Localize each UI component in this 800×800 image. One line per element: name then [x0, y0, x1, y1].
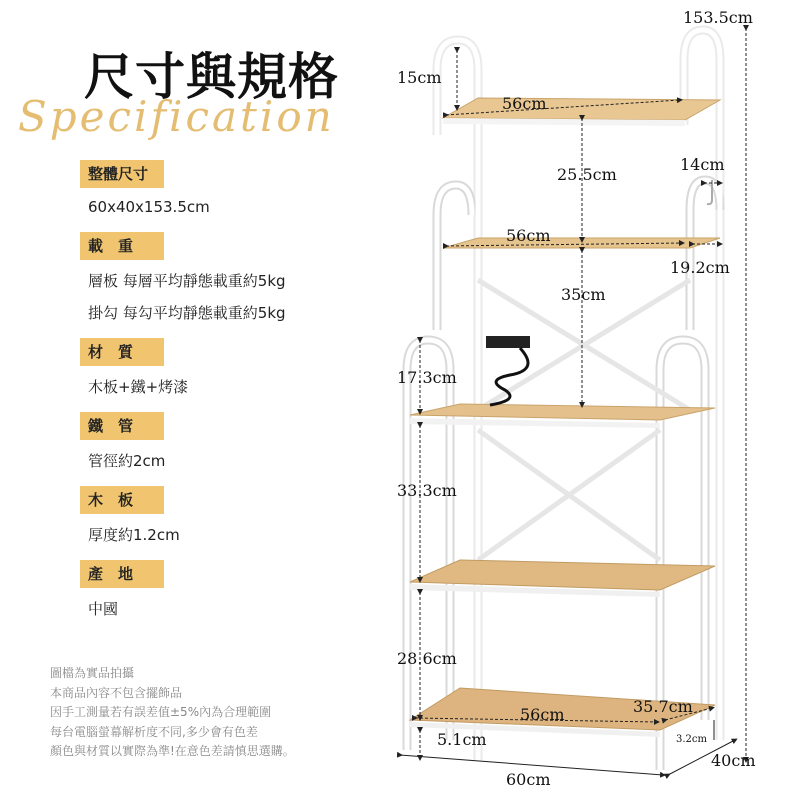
dim-gap3: 17.3cm [397, 368, 457, 387]
dim-hook: 14cm [680, 155, 725, 174]
dim-total-height: 153.5cm [683, 8, 753, 27]
dim-shelf2-depth: 19.2cm [670, 258, 730, 277]
note-line: 每台電腦螢幕解析度不同,多少會有色差 [50, 724, 258, 739]
spec-value-board: 厚度約1.2cm [88, 526, 180, 544]
spec-value-pipe: 管徑約2cm [88, 452, 166, 470]
power-strip [486, 336, 530, 348]
spec-value-load-hook: 掛勾 每勾平均靜態載重約5kg [88, 304, 286, 322]
dim-shelf2-width: 56cm [506, 226, 551, 245]
note-line: 本商品內容不包含擺飾品 [50, 685, 183, 700]
dim-base-height: 3.2cm [676, 734, 707, 745]
spec-label-size: 整體尺寸 [80, 160, 164, 188]
dim-gap4: 33.3cm [397, 481, 457, 500]
dim-foot: 5.1cm [437, 730, 487, 749]
shelf-boards [410, 98, 720, 737]
note-line: 圖檔為實品拍攝 [50, 666, 135, 680]
dim-gap1: 25.5cm [557, 165, 617, 184]
dim-overall-depth: 40cm [711, 751, 756, 770]
spec-label-pipe: 鐵 管 [80, 412, 164, 440]
spec-value-load-shelf: 層板 每層平均靜態載重約5kg [88, 272, 286, 290]
spec-label-origin: 產 地 [80, 560, 164, 588]
dim-overall-width: 60cm [506, 770, 551, 789]
spec-value-origin: 中國 [88, 600, 119, 618]
spec-label-load: 載 重 [80, 232, 164, 260]
dim-bottom-width: 56cm [520, 705, 565, 724]
spec-label-board: 木 板 [80, 486, 164, 514]
spec-value-size: 60x40x153.5cm [88, 198, 210, 216]
dim-top-shelf-width: 56cm [502, 94, 547, 113]
dim-bottom-depth: 35.7cm [633, 697, 693, 716]
note-line: 顏色與材質以實際為準!在意色差請慎思選購。 [50, 744, 295, 758]
spec-label-material: 材 質 [80, 338, 164, 366]
note-line: 因手工測量若有誤差值±5%內為合理範圍 [50, 705, 272, 719]
page-title: 尺寸與規格 [84, 47, 339, 106]
specification-script-text: Specification [18, 92, 335, 141]
dim-gap2: 35cm [561, 285, 606, 304]
dim-top-arch: 15cm [397, 68, 442, 87]
spec-value-material: 木板+鐵+烤漆 [88, 378, 189, 396]
dim-gap5: 28.6cm [397, 649, 457, 668]
